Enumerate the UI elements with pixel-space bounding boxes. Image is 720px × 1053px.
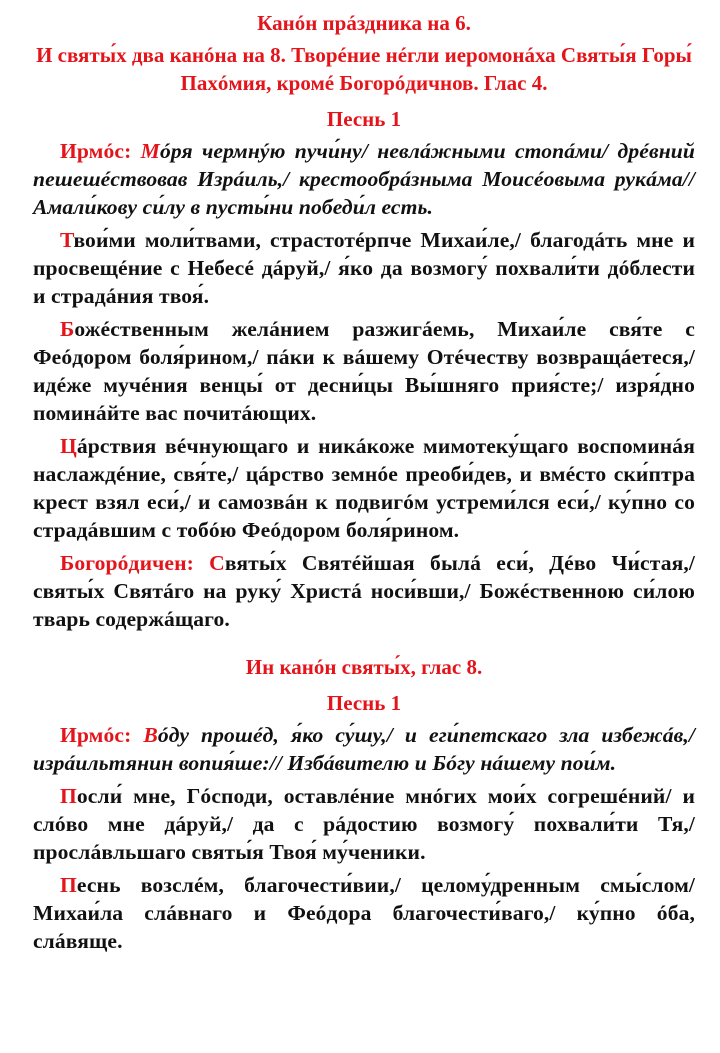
canon-title: Ин канóн святы́х, глас 8. xyxy=(245,655,483,679)
drop-initial: Т xyxy=(60,228,74,252)
drop-initial: М xyxy=(140,139,160,163)
irmos-text: óду прошéд, я́ко су́шу,/ и еги́петскаго зла избежáв,/ изрáильтянин вопия́ше:// Избáвителю и Бóгу нáшему пои́м. xyxy=(33,723,695,775)
drop-initial: С xyxy=(209,551,225,575)
drop-initial: П xyxy=(60,873,77,897)
irmos-text: óря чермнýю пучи́ну/ невлáжными стопáми/ дрéвний пешешéствовав Изрáиль,/ крестообрáзныма Моисéовыма рукáма// Амали́кову си́лу в пусты́ни победи́л есть. xyxy=(33,139,695,219)
drop-initial: П xyxy=(60,784,77,808)
troparion-paragraph xyxy=(33,432,695,544)
troparion-paragraph xyxy=(33,315,695,427)
drop-initial: Б xyxy=(60,317,75,341)
troparion-text: осли́ мне, Гóсподи, оставлéние мнóгих мои́х согрешéний/ и слóво мне дáруй,/ да с рáдостию возмогу́ похвали́ти Тя,/ прослáвльшаго святы́я Твоя́ му́ченики. xyxy=(33,784,695,864)
troparion-text: áрствия вéчнующаго и никáкоже мимотеку́щаго воспоминáя наслаждéние, свя́те,/ цáрство земнóе преоби́дев, и вмéсто ски́птра крест взял еси́,/ и самозвáн к подвигóм устреми́лся еси́,/ ку́пно со страдáвшим с тобóю Феóдором боля́рином. xyxy=(33,434,695,542)
troparion-paragraph xyxy=(33,871,695,955)
song-heading: Песнь 1 xyxy=(326,691,402,715)
drop-initial: В xyxy=(143,723,158,747)
troparion-paragraph xyxy=(33,782,695,866)
troparion-text: ожéственным желáнием разжигáемь, Михаи́ле свя́те с Феóдором боля́рином,/ пáки к вáшему Отéчеству возвращáетеся,/ идéже мучéния венцы́ от десни́цы Вы́шняго прия́сте;/ изря́дно поминáйте вас почитáющих. xyxy=(33,317,695,425)
irmos-label: Ирмóс: xyxy=(60,139,141,163)
irmos-paragraph xyxy=(33,137,695,221)
drop-initial: Ц xyxy=(60,434,77,458)
irmos-label: Ирмóс: xyxy=(60,723,144,747)
troparion-text: вои́ми моли́твами, страстотéрпче Михаи́ле,/ благодáть мне и просвещéние с Небесé дáруй,/ я́ко да возмогу́ похвали́ти дóблести и страдáния твоя́. xyxy=(33,228,695,308)
canon-subtitle: И святы́х два канóна на 8. Творéние нéгли иеромонáха Святы́я Горы́ Пахóмия, кромé Богорóдичнов. Глас 4. xyxy=(36,43,692,95)
troparion-paragraph xyxy=(33,226,695,310)
theotokion-text: вяты́х Святéйшая былá еси́, Дéво Чи́стая,/ святы́х Святáго на руку́ Христá носи́вши,/ Божéственною си́лою тварь содержáщаго. xyxy=(33,551,695,631)
theotokion-label: Богорóдичен: xyxy=(60,551,210,575)
song-heading: Песнь 1 xyxy=(326,107,402,131)
troparion-text: еснь возслéм, благочести́вии,/ целому́дренным смы́слом/ Михаи́ла слáвнаго и Феóдора благочести́ваго,/ ку́пно óба, слáвяще. xyxy=(33,873,695,953)
irmos-paragraph xyxy=(33,721,695,777)
canon-title: Канóн прáздника на 6. xyxy=(257,11,471,35)
theotokion-paragraph xyxy=(33,549,695,633)
document-page xyxy=(33,6,695,955)
